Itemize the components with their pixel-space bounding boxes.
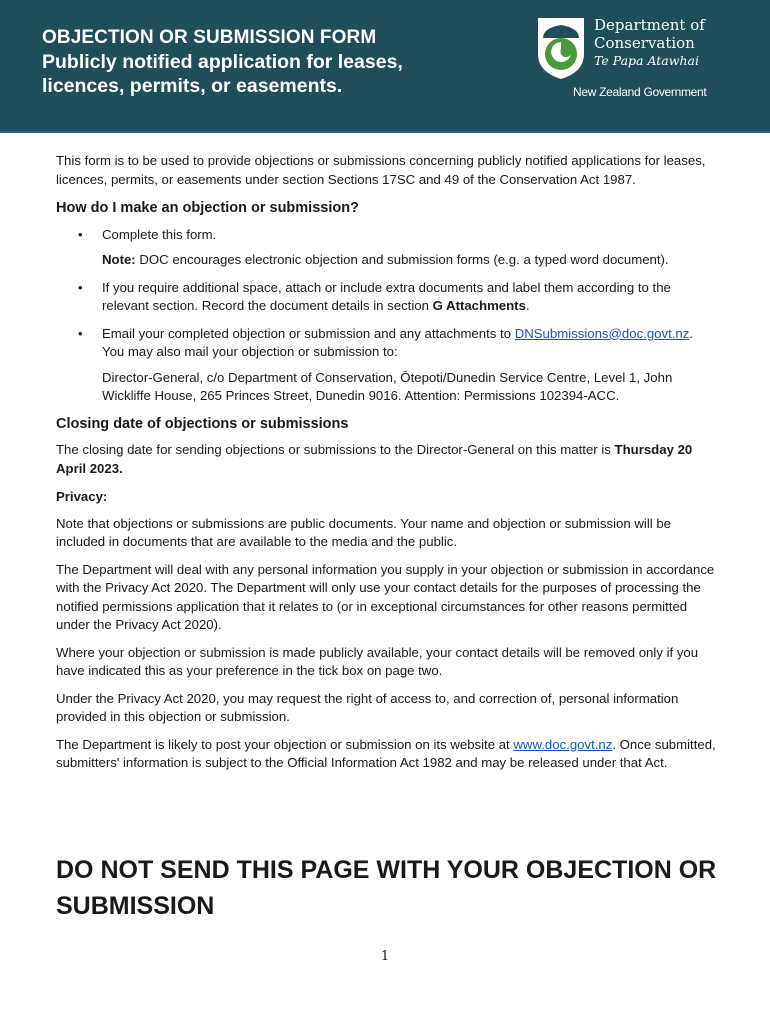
email-text: Email your completed objection or submission and any attachments to <box>102 325 515 341</box>
privacy-paragraph: Under the Privacy Act 2020, you may request the right of access to, and correction of, personal information provided in this objection or submission. <box>56 690 679 724</box>
org-name <box>594 16 705 70</box>
bullet-icon: • <box>78 279 83 295</box>
how-heading: How do I make an objection or submission? <box>56 200 359 216</box>
list-item <box>56 325 716 406</box>
mail-address: Director-General, c/o Department of Conservation, Ōtepoti/Dunedin Service Centre, Level 1, John Wickliffe House, 265 Princes Street, Dunedin 9016. Attention: Permissions 102394-ACC. <box>102 369 673 403</box>
privacy-paragraph: Where your objection or submission is made publicly available, your contact details will be removed only if you have indicated this as your preference in the tick box on page two. <box>56 644 699 678</box>
do-not-send-warning: DO NOT SEND THIS PAGE WITH YOUR OBJECTION OR SUBMISSION <box>56 856 717 920</box>
closing-heading: Closing date of objections or submissions <box>56 415 349 432</box>
form-instructions <box>56 152 716 782</box>
list-item <box>56 279 716 316</box>
bullet-text-email <box>102 325 716 362</box>
form-title: OBJECTION OR SUBMISSION FORM <box>42 27 377 48</box>
attachments-text: If you require additional space, attach or include extra documents and label them according to the relevant section. Record the document details in section <box>102 279 671 313</box>
email-text-end: . You may also mail your objection or submission to: <box>102 325 694 359</box>
website-link[interactable]: www.doc.govt.nz <box>513 736 613 752</box>
website-text: The Department is likely to post your objection or submission on its website at <box>56 736 514 752</box>
nz-government-label: New Zealand Government <box>573 85 707 99</box>
privacy-paragraph: Note that objections or submissions are public documents. Your name and objection or submission will be included in documents that are available to the media and the public. <box>56 515 672 549</box>
header-banner <box>0 0 770 133</box>
note-label: Note: <box>102 252 136 267</box>
org-name-maori: Te Papa Atawhai <box>594 53 699 68</box>
attachments-section-ref: G Attachments <box>432 298 526 313</box>
closing-date: Thursday 20 April 2023. <box>56 442 693 476</box>
page-number: 1 <box>380 949 390 964</box>
bullet-text-attachments <box>102 279 716 316</box>
closing-text-body: The closing date for sending objections or submissions to the Director-General on this matter is <box>56 442 615 457</box>
bullet-icon: • <box>78 325 83 341</box>
org-name-line2: Conservation <box>594 34 695 52</box>
privacy-heading: Privacy: <box>56 489 108 504</box>
doc-logo-icon <box>536 16 586 85</box>
email-link[interactable]: DNSubmissions@doc.govt.nz <box>514 325 690 341</box>
list-item <box>56 226 716 270</box>
bullet-icon: • <box>78 226 83 242</box>
note-body: DOC encourages electronic objection and submission forms (e.g. a typed word document). <box>135 252 669 267</box>
bullet-text-complete: Complete this form. <box>102 226 217 242</box>
form-subtitle: Publicly notified application for leases, licences, permits, or easements. <box>42 51 403 97</box>
instructions-list <box>56 226 716 406</box>
privacy-paragraph: The Department will deal with any personal information you supply in your objection or submission in accordance with the Privacy Act 2020. The Department will only use your contact details for the purposes of processing the notified permissions application that it relates to (or in exceptional circumstances for other reasons permitted under the Privacy Act 2020). <box>56 561 715 632</box>
intro-paragraph: This form is to be used to provide objections or submissions concerning publicly notified applications for leases, licences, permits, or easements under section Sections 17SC and 49 of the Conservation Act 1987. <box>56 153 706 187</box>
attachments-text-end: . <box>525 298 530 313</box>
closing-text <box>56 441 716 478</box>
org-name-line1: Department of <box>594 16 705 34</box>
note-text <box>102 251 716 270</box>
website-text-end: . Once submitted, submitters' information is subject to the Official Information Act 1982 and may be released under that Act. <box>56 736 716 770</box>
website-paragraph <box>56 736 716 773</box>
